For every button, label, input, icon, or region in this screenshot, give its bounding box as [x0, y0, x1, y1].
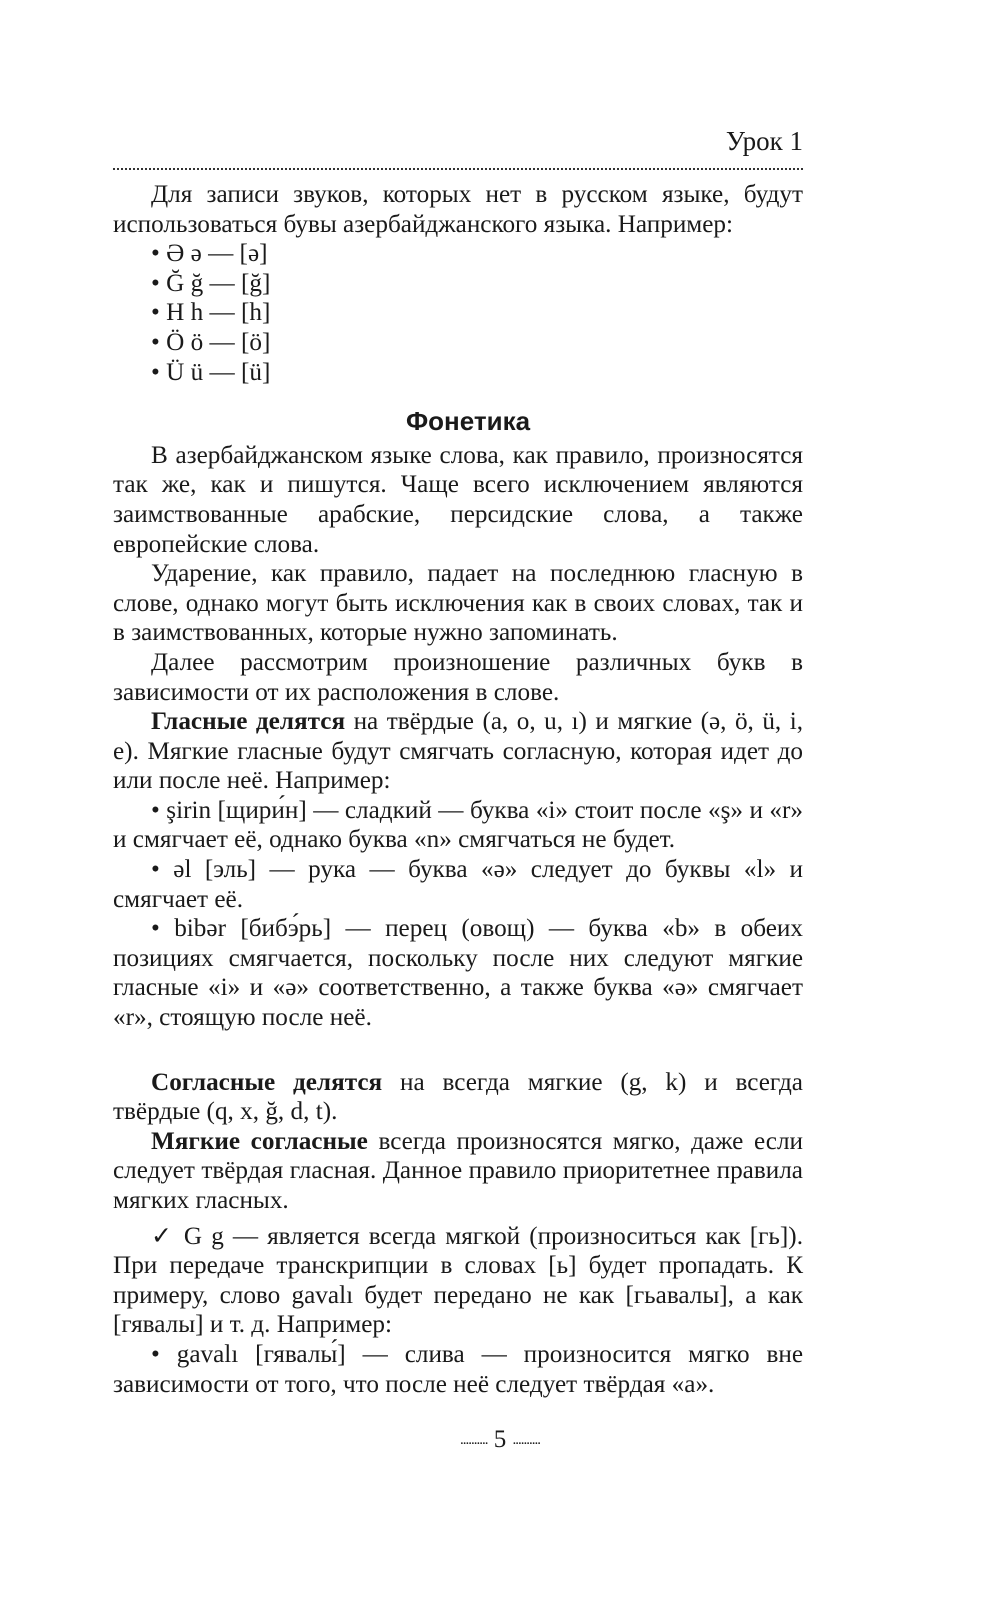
lesson-title: Урок 1: [725, 126, 803, 156]
soft-consonants-text: всегда произносятся мягко, даже если следует твёрдая гласная. Данное правило приоритетнее правила мягких гласных.: [113, 1127, 803, 1214]
section-heading: Фонетика: [405, 406, 531, 437]
example-el: • əl [эль] — рука — буква «ə» следует до буквы «l» и смягчает её.: [113, 856, 803, 913]
vowels-text: на твёрдые (a, o, u, ı) и мягкие (ə, ö, ü, i, e). Мягкие гласные будут смягчать согласную, которая идет до или после неё. Например:: [113, 708, 803, 795]
footer-dots-left: ..........: [460, 1432, 488, 1448]
consonants-term: Согласные делятся: [151, 1068, 383, 1096]
consonants-text: на всегда мягкие (g, k) и всегда твёрдые (q, x, ğ, d, t).: [113, 1068, 803, 1126]
soft-consonants-paragraph: [113, 1127, 803, 1216]
example-gavali: • gavalı [гявалы́] — слива — произносится мягко вне зависимости от того, что после неё следует твёрдая «a».: [113, 1340, 803, 1398]
letter-item: • Ö ö — [ö]: [151, 328, 271, 356]
soft-consonants-term: Мягкие согласные: [151, 1127, 368, 1155]
g-rule-paragraph: ✓ G g — является всегда мягкой (произноситься как [гь]). При передаче транскрипции в словах [ь] будет пропадать. К примеру, слово gavalı будет передано не как [гьавалы], а как [гявалы] и т. д. Например:: [113, 1222, 803, 1339]
footer-dots-right: ..........: [512, 1432, 540, 1448]
intro-paragraph: Для записи звуков, которых нет в русском языке, будут использоваться бувы азербайджанского языка. Например:: [113, 181, 803, 238]
example-biber: • bibər [бибэ́рь] — перец (овощ) — буква «b» в обеих позициях смягчается, поскольку после них следуют мягкие гласные «i» и «ə» соответственно, а также буква «ə» смягчает «r», стоящую после неё.: [113, 915, 803, 1032]
letter-item: • H h — [h]: [151, 299, 271, 327]
page-number: 5: [493, 1426, 507, 1453]
consonants-paragraph: [113, 1068, 803, 1127]
letter-item: • Ü ü — [ü]: [151, 358, 271, 386]
stress-paragraph: Ударение, как правило, падает на последнюю гласную в слове, однако могут быть исключения как в своих словах, так и в заимствованных, которые нужно запоминать.: [113, 560, 803, 647]
page-footer: [0, 1426, 1000, 1454]
letter-item: • Ğ ğ — [ğ]: [151, 269, 271, 297]
vowels-paragraph: [113, 707, 803, 796]
phonetics-paragraph-1: В азербайджанском языке слова, как правило, произносятся так же, как и пишутся. Чаще всего исключением являются заимствованные арабские, персидские слова, а также европейские слова.: [113, 441, 803, 558]
example-shirin: • şirin [щири́н] — сладкий — буква «i» стоит после «ş» и «r» и смягчает её, однако буква «n» смягчаться не будет.: [113, 796, 803, 854]
letter-list: [113, 239, 803, 387]
vowels-term: Гласные делятся: [151, 708, 346, 736]
letter-item: • Ə ə — [ə]: [151, 240, 268, 268]
page-body: [113, 180, 803, 1399]
letters-paragraph: Далее рассмотрим произношение различных букв в зависимости от их расположения в слове.: [113, 648, 803, 706]
running-header: [113, 126, 803, 170]
